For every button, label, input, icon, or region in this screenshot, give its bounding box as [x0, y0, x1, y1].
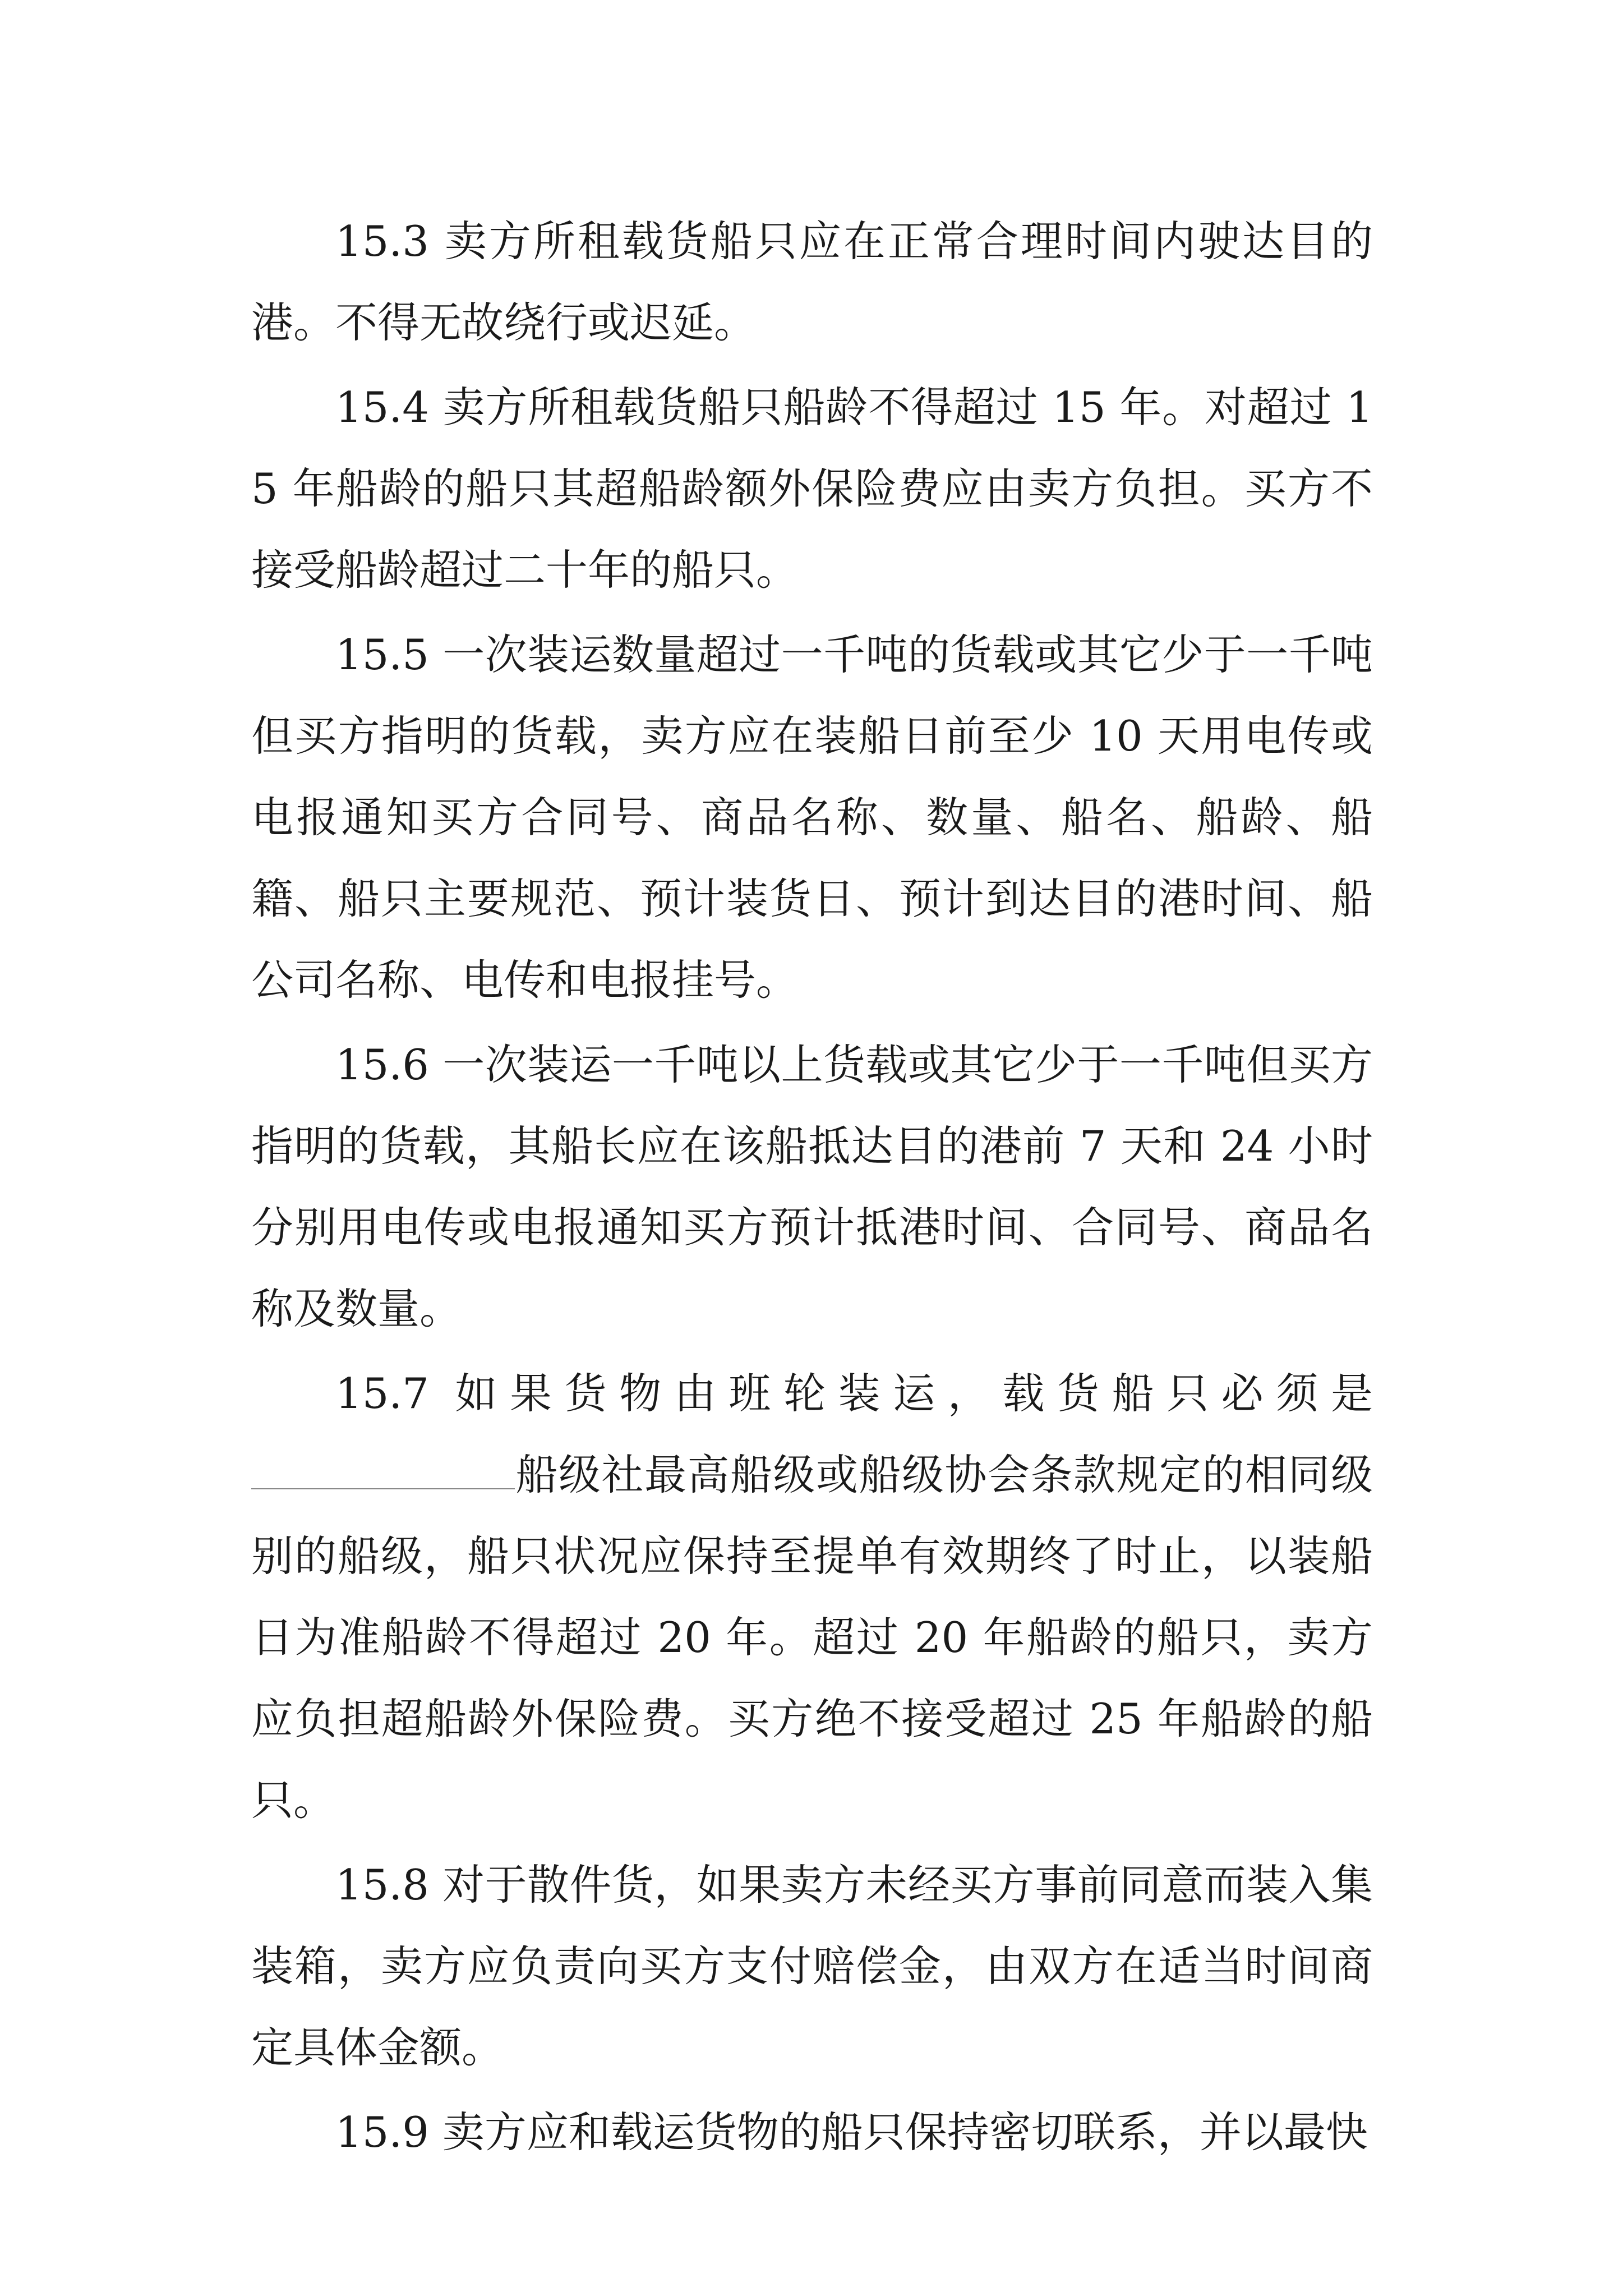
clause-15-8: 15.8 对于散件货，如果卖方未经买方事前同意而装入集装箱，卖方应负责向买方支付赔偿金，由双方在适当时间商定具体金额。: [251, 1860, 1373, 2072]
clause-15-7-rest: 船级社最高船级或船级协会条款规定的相同级别的船级，船只状况应保持至提单有效期终了时止，以装船日为准船龄不得超过 20 年。超过 20 年船龄的船只，卖方应负担超船龄外保险费。买方绝不接受超过 25 年船龄的船只。: [251, 1450, 1373, 1825]
clause-15-6: 15.6 一次装运一千吨以上货载或其它少于一千吨但买方指明的货载，其船长应在该船抵达目的港前 7 天和 24 小时分别用电传或电报通知买方预计抵港时间、合同号、商品名称及数量。: [251, 1040, 1373, 1333]
clause-15-7: [251, 1353, 1373, 1841]
document-page: [251, 201, 1373, 2177]
clause-15-5: 15.5 一次装运数量超过一千吨的货载或其它少于一千吨但买方指明的货载，卖方应在装船日前至少 10 天用电传或电报通知买方合同号、商品名称、数量、船名、船龄、船籍、船只主要规范、预计装货日、预计到达目的港时间、船公司名称、电传和电报挂号。: [251, 630, 1373, 1005]
fill-in-blank[interactable]: [251, 1455, 515, 1489]
clause-15-7-lead: 15.7 如果货物由班轮装运，载货船只必须是: [335, 1369, 1373, 1418]
clause-15-4: 15.4 卖方所租载货船只船龄不得超过 15 年。对超过 15 年船龄的船只其超船龄额外保险费应由卖方负担。买方不接受船龄超过二十年的船只。: [251, 383, 1373, 595]
clause-15-9: 15.9 卖方应和载运货物的船只保持密切联系，并以最快: [335, 2108, 1368, 2157]
clause-15-3: 15.3 卖方所租载货船只应在正常合理时间内驶达目的港。不得无故绕行或迟延。: [251, 217, 1373, 347]
